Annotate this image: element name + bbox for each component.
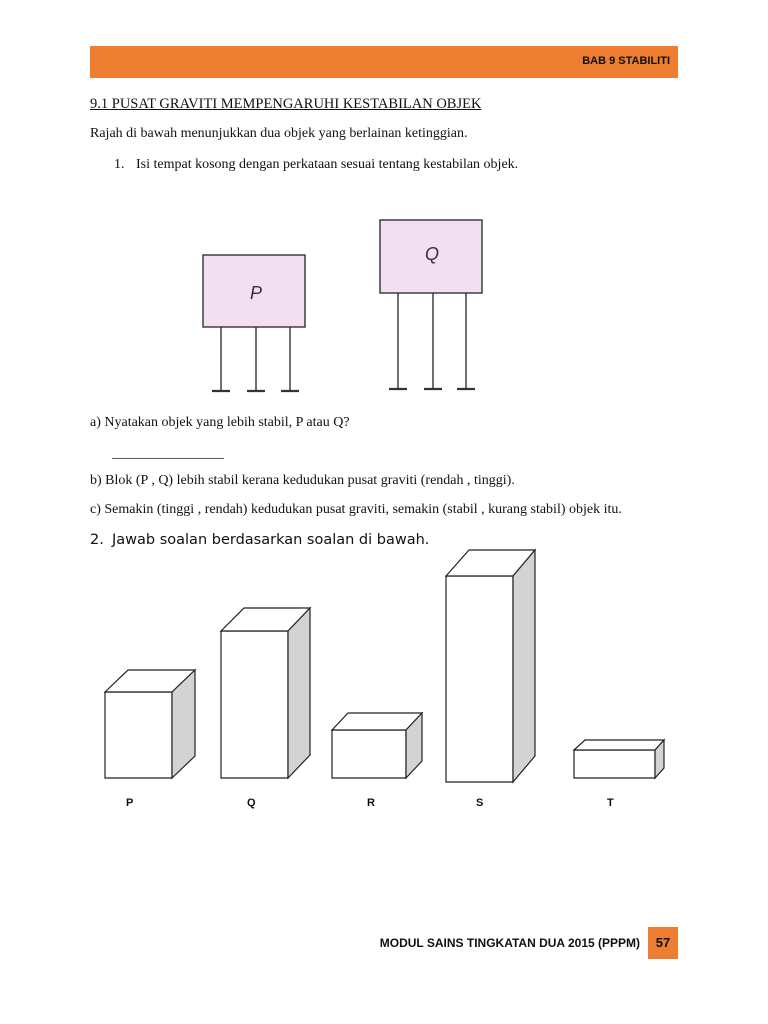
intro-text: Rajah di bawah menunjukkan dua objek yang berlainan ketinggian. (90, 126, 468, 141)
object-p (203, 255, 305, 391)
object-q-label: Q (424, 244, 440, 264)
block-label-r: R (367, 797, 375, 809)
block-r (332, 713, 422, 778)
answer-blank: ________________ (112, 446, 224, 461)
block-label-p: P (126, 797, 134, 809)
page-number: 57 (655, 935, 671, 950)
question-2-number: 2. (90, 532, 104, 548)
question-1c: c) Semakin (tinggi , rendah) kedudukan pusat graviti, semakin (stabil , kurang stabil) objek itu. (90, 502, 622, 517)
section-title: 9.1 PUSAT GRAVITI MEMPENGARUHI KESTABILAN OBJEK (90, 96, 482, 112)
question-1-text: Isi tempat kosong dengan perkataan sesuai tentang kestabilan objek. (136, 157, 519, 172)
question-2-text: Jawab soalan berdasarkan soalan di bawah. (112, 532, 430, 548)
block-t (574, 740, 664, 778)
block-label-s: S (476, 797, 484, 809)
object-p-label: P (249, 283, 263, 303)
block-q (221, 608, 310, 778)
question-1b: b) Blok (P , Q) lebih stabil kerana kedudukan pusat graviti (rendah , tinggi). (90, 473, 515, 488)
block-p (105, 670, 195, 778)
footer-module-title: MODUL SAINS TINGKATAN DUA 2015 (PPPM) (379, 936, 640, 950)
question-1-number: 1. (114, 157, 125, 172)
question-2 (90, 532, 429, 548)
block-label-q: Q (247, 797, 256, 809)
block-s (446, 550, 535, 782)
chapter-title: BAB 9 STABILITI (582, 55, 670, 67)
question-1a: a) Nyatakan objek yang lebih stabil, P atau Q? (90, 415, 350, 430)
block-label-t: T (607, 797, 614, 809)
page-number-box (648, 927, 678, 959)
